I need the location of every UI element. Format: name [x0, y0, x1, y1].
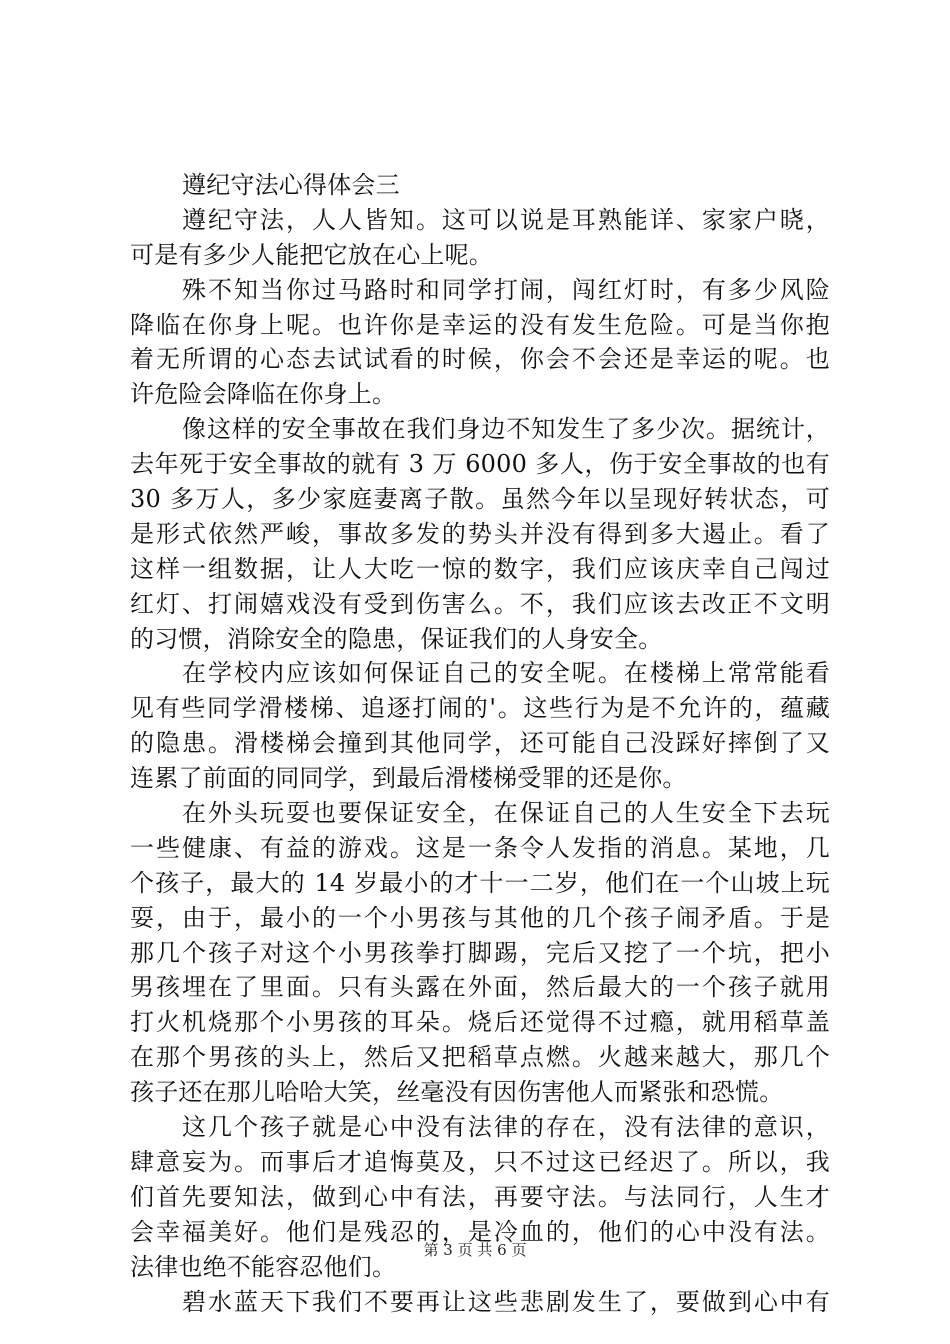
text-line: 可是有多少人能把它放在心上呢。 [130, 240, 493, 269]
text-line: 打火机烧那个小男孩的耳朵。烧后还觉得不过瘾，就用稻草盖 [130, 1008, 830, 1037]
text-line: 法律也绝不能容忍他们。 [130, 1252, 397, 1281]
text-line: 遵纪守法，人人皆知。这可以说是耳熟能详、家家户晓， [182, 205, 830, 234]
text-line: 见有些同学滑楼梯、追逐打闹的'。这些行为是不允许的，蕴藏 [130, 694, 830, 723]
text-line: 许危险会降临在你身上。 [130, 380, 397, 409]
text-line: 30 多万人，多少家庭妻离子散。虽然今年以呈现好转状态，可 [130, 485, 830, 514]
text-line: 是形式依然严峻，事故多发的势头并没有得到多大遏止。看了 [130, 519, 830, 548]
document-title: 遵纪守法心得体会三 [182, 171, 400, 199]
text-line: 这几个孩子就是心中没有法律的存在，没有法律的意识， [182, 1113, 830, 1142]
text-line: 一些健康、有益的游戏。这是一条令人发指的消息。某地，几 [130, 833, 830, 862]
text-line: 孩子还在那儿哈哈大笑，丝毫没有因伤害他人而紧张和恐慌。 [130, 1078, 784, 1107]
text-line: 的习惯，消除安全的隐患，保证我们的人身安全。 [130, 624, 663, 653]
text-line: 去年死于安全事故的就有 3 万 6000 多人，伤于安全事故的也有 [130, 450, 830, 479]
text-line: 耍，由于，最小的一个小男孩与其他的几个孩子闹矛盾。于是 [130, 903, 830, 932]
text-line: 肆意妄为。而事后才追悔莫及，只不过这已经迟了。所以，我 [130, 1147, 830, 1176]
text-line: 降临在你身上呢。也许你是幸运的没有发生危险。可是当你抱 [130, 310, 830, 339]
text-line: 连累了前面的同同学，到最后滑楼梯受罪的还是你。 [130, 764, 687, 793]
text-line: 这样一组数据，让人大吃一惊的数字，我们应该庆幸自己闯过 [130, 554, 830, 583]
text-line: 在外头玩耍也要保证安全，在保证自己的人生安全下去玩 [182, 799, 830, 828]
text-line: 在那个男孩的头上，然后又把稻草点燃。火越来越大，那几个 [130, 1043, 830, 1072]
text-line: 在学校内应该如何保证自己的安全呢。在楼梯上常常能看 [182, 659, 830, 688]
text-line: 们首先要知法，做到心中有法，再要守法。与法同行，人生才 [130, 1182, 830, 1211]
text-line: 着无所谓的心态去试试看的时候，你会不会还是幸运的呢。也 [130, 345, 830, 374]
text-line: 会幸福美好。他们是残忍的，是冷血的，他们的心中没有法。 [130, 1217, 830, 1246]
text-line: 男孩埋在了里面。只有头露在外面，然后最大的一个孩子就用 [130, 973, 830, 1002]
text-line: 碧水蓝天下我们不要再让这些悲剧发生了，要做到心中有 [182, 1287, 830, 1316]
text-line: 像这样的安全事故在我们身边不知发生了多少次。据统计， [182, 415, 830, 444]
document-body [130, 168, 830, 1319]
text-line: 那几个孩子对这个小男孩拳打脚踢，完后又挖了一个坑，把小 [130, 938, 830, 967]
text-line: 的隐患。滑楼梯会撞到其他同学，还可能自己没踩好摔倒了又 [130, 729, 830, 758]
page-footer: 第 3 页 共 6 页 [423, 1241, 527, 1259]
text-line: 殊不知当你过马路时和同学打闹，闯红灯时，有多少风险 [182, 275, 830, 304]
text-line: 个孩子，最大的 14 岁最小的才十一二岁，他们在一个山坡上玩 [130, 868, 830, 897]
text-line: 红灯、打闹嬉戏没有受到伤害么。不，我们应该去改正不文明 [130, 589, 830, 618]
